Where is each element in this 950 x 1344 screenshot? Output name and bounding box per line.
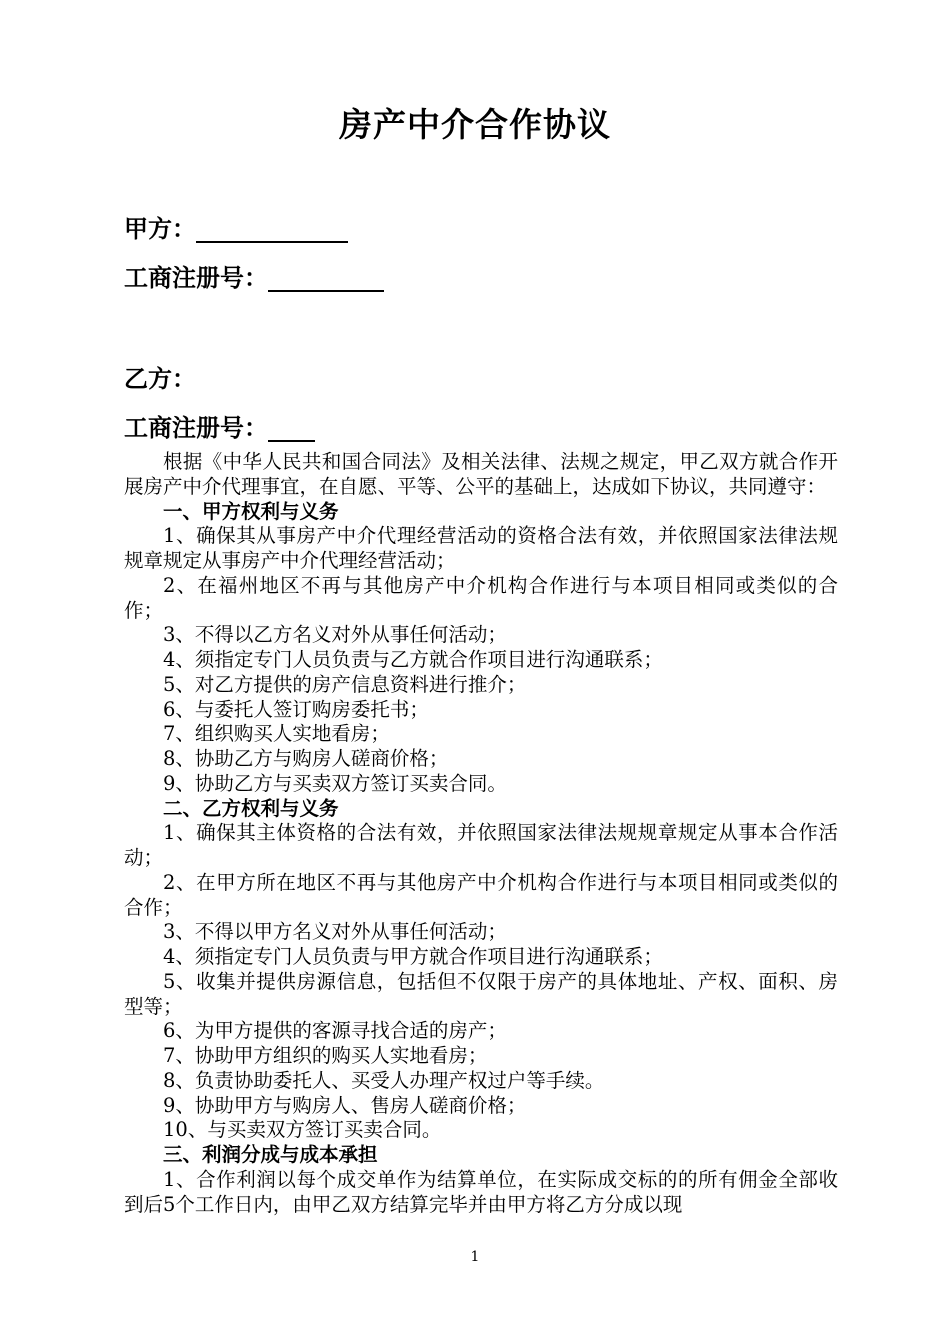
clause: 6、与委托人签订购房委托书； (163, 697, 429, 721)
clause: 5、收集并提供房源信息，包括但不仅限于房产的具体地址、产权、面积、房型等； (124, 969, 838, 1018)
agreement-body (124, 450, 838, 1217)
clause: 10、与买卖双方签订买卖合同。 (163, 1118, 442, 1142)
party-b-line (124, 362, 196, 396)
party-b-reg-line (124, 411, 315, 445)
party-a-line (124, 212, 348, 246)
clause: 6、为甲方提供的客源寻找合适的房产； (163, 1019, 507, 1043)
party-b-reg-blank (268, 414, 315, 442)
page-number: 1 (470, 1249, 480, 1265)
clause: 3、不得以乙方名义对外从事任何活动； (163, 623, 507, 647)
clause: 9、协助甲方与购房人、售房人磋商价格； (163, 1093, 527, 1117)
party-a-reg-label: 工商注册号： (124, 263, 268, 292)
party-a-blank (196, 215, 348, 243)
section-heading: 一、甲方权利与义务 (163, 499, 339, 523)
clause: 3、不得以甲方名义对外从事任何活动； (163, 920, 507, 944)
clause: 1、确保其从事房产中介代理经营活动的资格合法有效，并依照国家法律法规规章规定从事房产中介代理经营活动； (124, 524, 838, 572)
party-b-reg-label: 工商注册号： (124, 413, 268, 442)
clause: 1、确保其主体资格的合法有效，并依照国家法律法规规章规定从事本合作活动； (124, 821, 838, 869)
clause: 8、负责协助委托人、买受人办理产权过户等手续。 (163, 1068, 605, 1092)
clause: 9、协助乙方与买卖双方签订买卖合同。 (163, 771, 507, 795)
section-heading: 二、乙方权利与义务 (163, 796, 339, 820)
clause: 1、合作利润以每个成交单作为结算单位，在实际成交标的的所有佣金全部收到后5个工作日内，由甲乙双方结算完毕并由甲方将乙方分成以现 (124, 1167, 838, 1216)
party-a-reg-line (124, 261, 384, 295)
party-a-label: 甲方： (124, 214, 196, 243)
intro-paragraph: 根据《中华人民共和国合同法》及相关法律、法规之规定，甲乙双方就合作开展房产中介代理事宜，在自愿、平等、公平的基础上，达成如下协议，共同遵守： (124, 450, 838, 498)
document-title: 房产中介合作协议 (339, 105, 611, 144)
clause: 7、协助甲方组织的购买人实地看房； (163, 1044, 488, 1067)
party-b-label: 乙方： (124, 364, 196, 393)
clause: 8、协助乙方与购房人磋商价格； (163, 747, 449, 770)
clause: 4、须指定专门人员负责与乙方就合作项目进行沟通联系； (163, 648, 663, 671)
section-heading: 三、利润分成与成本承担 (163, 1143, 378, 1166)
clause: 5、对乙方提供的房产信息资料进行推介； (163, 672, 527, 696)
clause: 2、在福州地区不再与其他房产中介机构合作进行与本项目相同或类似的合作； (124, 573, 838, 622)
clause: 2、在甲方所在地区不再与其他房产中介机构合作进行与本项目相同或类似的合作； (124, 870, 838, 919)
clause: 4、须指定专门人员负责与甲方就合作项目进行沟通联系； (163, 945, 663, 968)
clause: 7、组织购买人实地看房； (163, 722, 390, 746)
party-a-reg-blank (268, 264, 384, 292)
